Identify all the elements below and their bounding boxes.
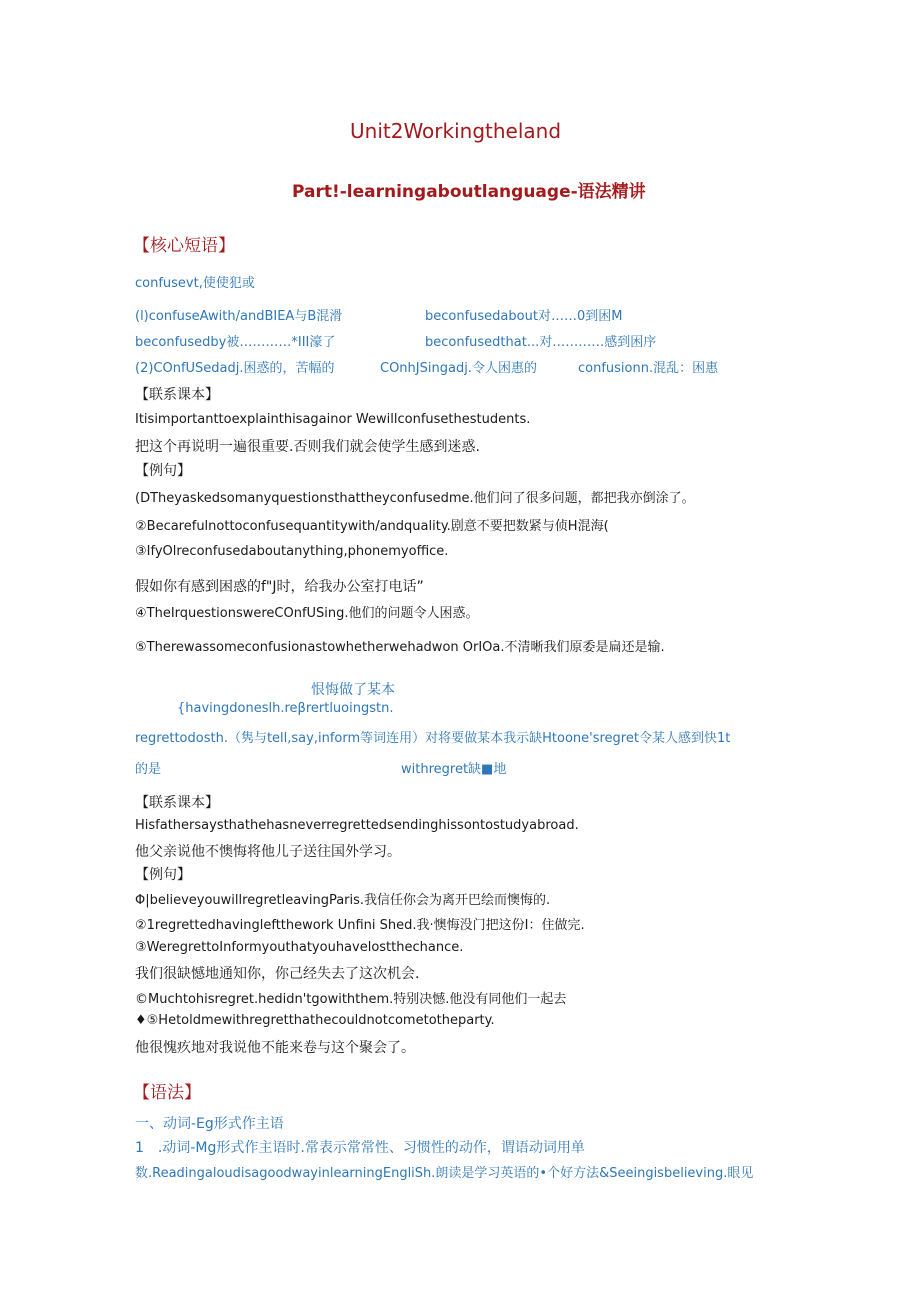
grammar-heading-1: 一、动词-Eg形式作主语 [135, 1116, 284, 1132]
regret-line-3: regrettodosth.（隽与tell,say,inform等词连用）对将要做某本我示缺Htoone'sregret令某人感到快1t [135, 731, 731, 746]
example-1-4: ④TheIrquestionswereCOnfUSing.他们的问题令人困惑。 [135, 606, 479, 621]
example-1-1: (DTheyaskedsomanyquestionsthattheyconfusedme.他们问了很多问题，都把我亦倒涂了。 [135, 491, 695, 506]
phrase-word: confusevt,使使犯或 [135, 276, 255, 291]
example-2-1: Φ|believeyouwillregretleavingParis.我信任你会为离开巴绘而懊悔的. [135, 893, 551, 908]
phrase-1b: beconfusedabout对……0到困M [425, 309, 623, 324]
regret-line-4a: 的是 [135, 762, 162, 777]
example-2-3: ③WeregrettoInformyouthatyouhavelostthechance. [135, 940, 464, 955]
phrase-1a: (l)confuseAwith/andBIEA与B混滑 [135, 309, 343, 324]
example-1-3-cn: 假如你有感到困惑的f"J时，给我办公室打电话” [135, 579, 424, 595]
phrase-3b: COnhJSingadj.令人困惠的 [380, 361, 537, 376]
part-title: Part!-learningaboutlanguage-语法精讲 [292, 182, 646, 202]
example-2-5-cn: 他很愧疚地对我说他不能来卷与这个聚会了。 [135, 1040, 415, 1056]
example-1-2: ②Becarefulnottoconfusequantitywith/andquality.剧意不要把数紧与侦H混海( [135, 519, 609, 534]
phrase-3c: confusionn.混乱：困惠 [578, 361, 719, 376]
regret-line-2: {havingdoneslh.reβrertluoingstn. [177, 701, 394, 716]
link-textbook-cn-2: 他父亲说他不懊悔将他儿子送往国外学习。 [135, 844, 401, 860]
examples-header-1: 【例句】 [135, 463, 191, 479]
phrase-3a: (2)COnfUSedadj.困惑的，苦幅的 [135, 361, 335, 376]
regret-line-4b: withregret缺■地 [401, 762, 507, 777]
phrase-2b: beconfusedthat...对…………感到困序 [425, 335, 657, 350]
example-2-4: ©Muchtohisregret.hedidn'tgowiththem.特别决憾.他没有同他们一起去 [135, 992, 567, 1007]
examples-header-2: 【例句】 [135, 867, 191, 883]
grammar-header: 【语法】 [133, 1083, 201, 1103]
link-textbook-en-2: Hisfathersaysthathehasneverregrettedsendinghissontostudyabroad. [135, 818, 579, 833]
example-1-5: ⑤Therewassomeconfusionastowhetherwehadwon OrIOa.不清晰我们原委是扁还是输. [135, 640, 665, 655]
regret-line-1: 恨悔做了某本 [311, 682, 395, 698]
grammar-para-2: 数.ReadingaloudisagoodwayinlearningEngliSh.朗读是学习英语的•个好方法&Seeingisbelieving.眼见 [135, 1166, 754, 1181]
link-textbook-header-2: 【联系课本】 [135, 795, 219, 811]
link-textbook-en-1: Itisimportanttoexplainthisagainor Wewillconfusethestudents. [135, 412, 531, 427]
example-2-2: ②1regrettedhavingleftthework Unfini Shed.我·懊悔没门把这份I：住做完. [135, 918, 585, 933]
phrase-2a: beconfusedby被…………*III濠了 [135, 335, 336, 350]
link-textbook-cn-1: 把这个再说明一遍很重要.否则我们就会使学生感到迷惑. [135, 439, 480, 455]
example-1-3: ③IfyOlreconfusedaboutanything,phonemyoffice. [135, 544, 449, 559]
example-2-5: ♦⑤Hetoldmewithregretthathecouldnotcometotheparty. [135, 1013, 495, 1028]
link-textbook-header-1: 【联系课本】 [135, 387, 219, 403]
grammar-para-1: 1 .动词-Mg形式作主语时.常表示常常性、习惯性的动作，谓语动词用单 [135, 1140, 585, 1156]
page-title: Unit2Workingtheland [350, 119, 562, 143]
example-2-3-cn: 我们很缺憾地通知你，你己经失去了这次机会. [135, 966, 420, 982]
core-phrases-header: 【核心短语】 [133, 236, 235, 256]
